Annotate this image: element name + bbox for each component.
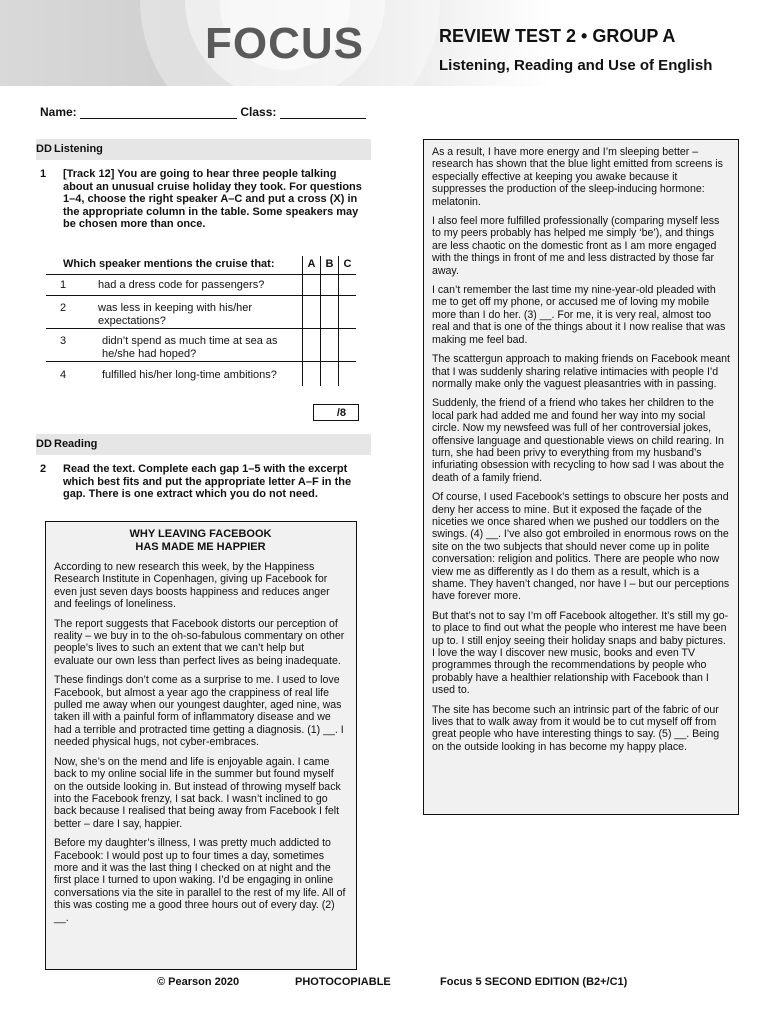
table-row (46, 329, 356, 362)
article-right-column (423, 139, 739, 815)
article-paragraph: The site has become such an intrinsic part of the fabric of our lives that to walk away from it would be to cut myself off from great people who have interesting things to say. (5) __. Being on the outside looking in has become my happy place. (432, 703, 720, 753)
task-instruction: [Track 12] You are going to hear three people talking about an unusual cruise holiday they took. For questions 1–4, choose the right speaker A–C and put a cross (X) in the appropriate column in the table. Some speakers may be chosen more than once. (63, 168, 362, 230)
article-title-line-2: HAS MADE ME HAPPIER (135, 540, 266, 553)
row-number: 2 (46, 296, 84, 329)
table-row (46, 296, 356, 329)
class-label: Class: (240, 105, 277, 119)
column-a: A (303, 256, 321, 275)
footer-copyright: © Pearson 2020 (157, 976, 240, 988)
task-instruction: Read the text. Complete each gap 1–5 with the excerpt which best fits and put the appropriate letter A–F in the gap. There is one extract which you do not need. (63, 463, 352, 500)
name-field[interactable] (80, 106, 237, 119)
section-dd-label: DD (36, 143, 52, 155)
article-paragraph: Now, she’s on the mend and life is enjoyable again. I came back to my online social life in the summer but found myself on the outside looking in. But instead of throwing myself back into the Facebook frenzy, I sat back. I wasn’t inclined to go back because I realised that being away from Facebook I felt better – dare I say, happier. (54, 755, 341, 830)
article-left-column (45, 521, 357, 970)
cell-c[interactable] (339, 329, 357, 362)
table-row (46, 275, 356, 296)
cell-c[interactable] (339, 296, 357, 329)
row-text: was less in keeping with his/her expectations? (84, 296, 303, 329)
cell-c[interactable] (339, 275, 357, 296)
speaker-table (46, 256, 356, 386)
row-number: 4 (60, 369, 67, 381)
cell-b[interactable] (321, 329, 339, 362)
focus-logo: FOCUS (205, 19, 364, 68)
footer-photocopiable: PHOTOCOPIABLE (295, 976, 391, 988)
cell-b[interactable] (321, 296, 339, 329)
article-title (54, 528, 347, 553)
task-number: 1 (40, 168, 47, 180)
section-dd-label: DD (36, 438, 52, 450)
class-field[interactable] (280, 106, 366, 119)
article-paragraph: Of course, I used Facebook’s settings to obscure her posts and deny her access to mine. But it exposed the façade of the niceties we once shared when we pushed our toddlers on the swings. (4) __. I’ve also got embroiled in enormous rows on the site on the two subjects that should never come up in polite conversation: religion and politics. There are people who now view me as differently as I do them as a result, which is a shame. They haven’t changed, nor have I – but our perceptions have forever more. (432, 491, 730, 603)
cell-a[interactable] (303, 296, 321, 329)
section-title: Reading (54, 438, 98, 450)
cell-c[interactable] (339, 362, 357, 386)
article-paragraph: But that’s not to say I’m off Facebook altogether. It’s still my go-to place to find out what the people who interest me have been up to. I still enjoy seeing their holiday snaps and baby pictures. I love the way I discover new music, books and even TV programmes through the recommendations by people who probably have a healthier relationship with Facebook than I used to. (432, 609, 729, 697)
name-class-line (40, 105, 366, 119)
listening-score-box: /8 (313, 404, 359, 421)
cell-b[interactable] (321, 275, 339, 296)
task-number: 2 (40, 463, 47, 475)
cell-a[interactable] (303, 329, 321, 362)
table-row (46, 362, 356, 386)
footer-edition: Focus 5 SECOND EDITION (B2+/C1) (440, 976, 628, 988)
column-b: B (321, 256, 339, 275)
row-text: fulfilled his/her long-time ambitions? (102, 369, 277, 381)
column-c: C (339, 256, 357, 275)
article-paragraph: Before my daughter’s illness, I was pretty much addicted to Facebook: I would post up to four times a day, sometimes more and it was the last thing I checked on at night and the first place I turned to upon waking. I’d be engaging in online conversations via the site in parallel to the rest of my life. All of this was costing me a good three hours out of every day. (2) __. (54, 837, 346, 924)
page-header (0, 0, 768, 86)
test-subtitle: Listening, Reading and Use of English (439, 57, 713, 74)
cell-b[interactable] (321, 362, 339, 386)
name-label: Name: (40, 105, 77, 119)
section-title: Listening (54, 143, 103, 155)
reading-section-header (36, 434, 371, 455)
row-text: had a dress code for passengers? (84, 275, 303, 296)
article-paragraph: Suddenly, the friend of a friend who takes her children to the local park had added me and found her way into my social circle. Now my newsfeed was full of her controversial jokes, offensive language and questionable views on child rearing. In turn, she had been privy to everything from my husband’s infuriating obsession with recycling to how sad I was about the death of a family friend. (432, 397, 725, 484)
listening-section-header (36, 139, 371, 160)
article-paragraph: I can’t remember the last time my nine-year-old pleaded with me to get off my phone, or accused me of loving my mobile more than I do her. (3) __. For me, it is very real, almost too real and that is one of the things about it I now realise that was making me feel bad. (432, 284, 726, 346)
article-paragraph: The scattergun approach to making friends on Facebook meant that I was suddenly sharing relative intimacies with people I’d normally make only the vaguest pleasantries with in passing. (432, 353, 730, 390)
article-paragraph: As a result, I have more energy and I’m sleeping better – research has shown that the blue light emitted from screens is especially effective at keeping you awake because it suppresses the production of the sleep-inducing hormone: melatonin. (432, 146, 723, 208)
article-title-line-1: WHY LEAVING FACEBOOK (129, 528, 272, 540)
test-title: REVIEW TEST 2 • GROUP A (439, 26, 676, 46)
article-paragraph: I also feel more fulfilled professionally (comparing myself less to my peers probably has helped me simply ‘be’), and things are less chaotic on the domestic front as I am more engaged with the things in front of me and less distracted by those far away. (432, 215, 720, 277)
article-paragraph: These findings don’t come as a surprise to me. I used to love Facebook, but almost a year ago the crappiness of real life pulled me away when our youngest daughter, aged nine, was taken ill with a painful form of inflammatory disease and we had a terrible and protracted time getting a diagnosis. (1) __. I needed physical hugs, not cyber-embraces. (54, 674, 344, 749)
table-header: Which speaker mentions the cruise that: (46, 256, 303, 275)
cell-a[interactable] (303, 275, 321, 296)
row-number: 1 (46, 275, 84, 296)
article-paragraph: According to new research this week, by the Happiness Research Institute in Copenhagen, giving up Facebook for even just seven days boosts happiness and reduces anger and feelings of loneliness. (54, 561, 330, 611)
row-number: 3 (46, 329, 84, 362)
cell-a[interactable] (303, 362, 321, 386)
article-paragraph: The report suggests that Facebook distorts our perception of reality – we buy in to the oh-so-fabulous commentary on other people’s lives to such an extent that we can’t help but evaluate our own less than perfect lives as being inadequate. (54, 617, 345, 667)
row-text: didn’t spend as much time at sea as he/she had hoped? (84, 329, 303, 362)
